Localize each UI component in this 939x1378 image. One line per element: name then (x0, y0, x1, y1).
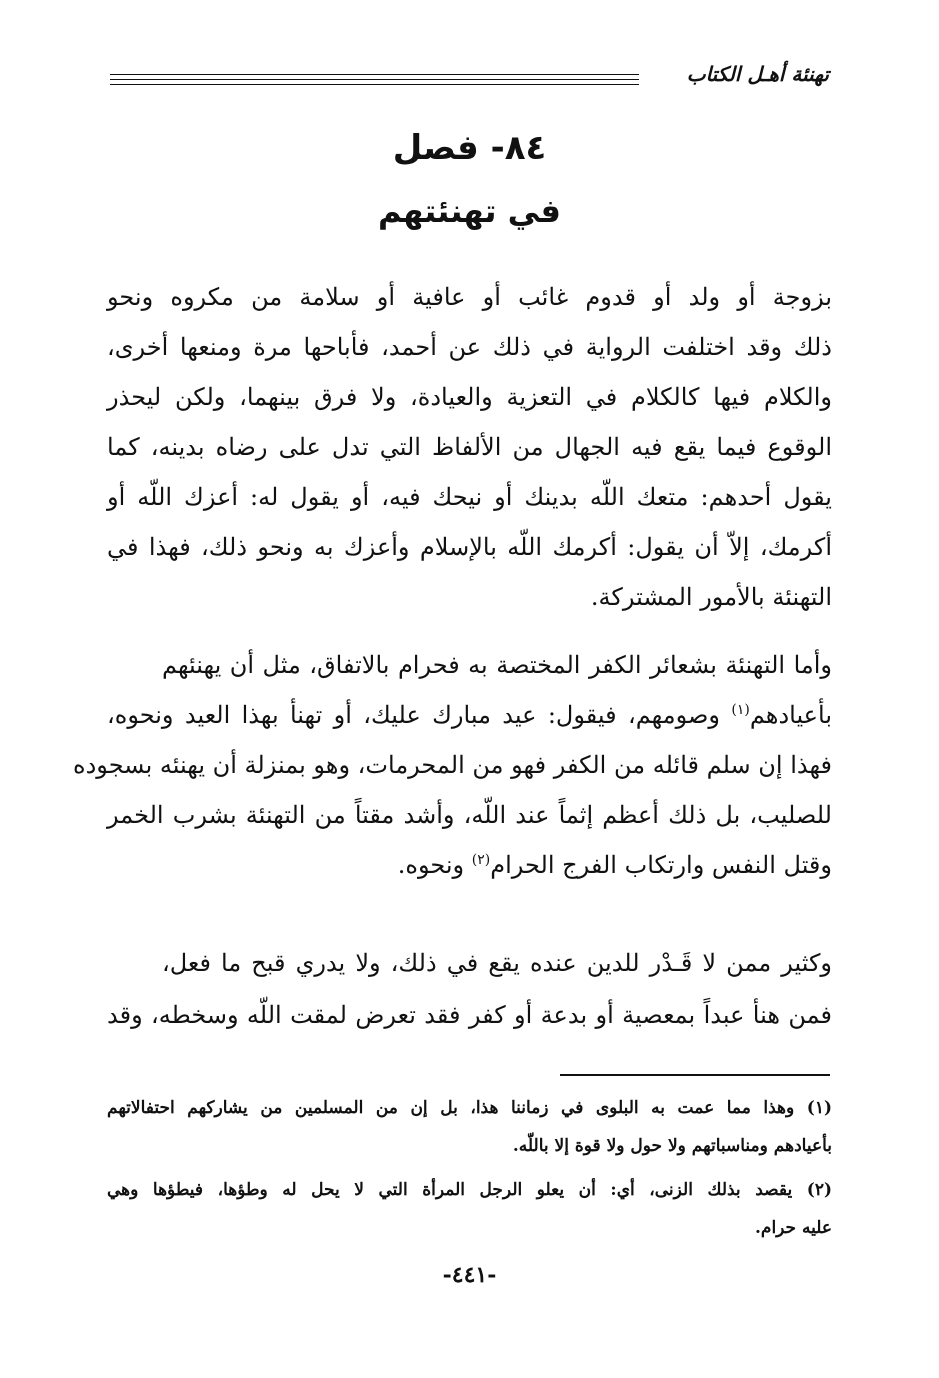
text-run: بأعيادهم (749, 701, 832, 729)
text-run: ونحوه. (397, 851, 472, 879)
text-run: وقتل النفس وارتكاب الفرج الحرام (490, 851, 832, 879)
text-line: للصليب، بل ذلك أعظم إثماً عند اللّه، وأشد مقتاً من التهنئة بشرب الخمر (107, 801, 832, 829)
text-line: يقول أحدهم: متعك اللّه بدينك أو نيحك فيه، أو يقول له: أعزك اللّه أو (107, 483, 832, 511)
text-line: الوقوع فيما يقع فيه الجهال من الألفاظ التي تدل على رضاه بدينه، كما (107, 433, 832, 461)
text-line: فمن هنأ عبداً بمعصية أو بدعة أو كفر فقد تعرض لمقت اللّه وسخطه، وقد (107, 1001, 832, 1029)
footnote-line: بأعيادهم ومناسباتهم ولا حول ولا قوة إلا باللّه. (512, 1136, 832, 1156)
text-line: التهنئة بالأمور المشتركة. (590, 583, 832, 611)
text-line: أكرمك، إلاّ أن يقول: أكرمك اللّه بالإسلام وأعزك به ونحو ذلك، فهذا في (107, 533, 832, 561)
header-rule (110, 79, 639, 80)
text-line: وكثير ممن لا قَـدْر للدين عنده يقع في ذلك، ولا يدري قبح ما فعل، (162, 949, 833, 977)
footnote-rule (560, 1074, 830, 1076)
page-number: -٤٤١- (442, 1262, 497, 1288)
footnote-line: (١) وهذا مما عمت به البلوى في زماننا هذا، بل إن من المسلمين من يشاركهم احتفالاتهم (107, 1098, 832, 1118)
running-title: تهنئة أهـل الكتاب (686, 62, 829, 86)
chapter-subtitle: في تهنئتهم (377, 192, 561, 230)
text-run: وصومهم، فيقول: عيد مبارك عليك، أو تهنأ بهذا العيد ونحوه، (107, 701, 732, 729)
text-line: بزوجة أو ولد أو قدوم غائب أو عافية أو سلامة من مكروه ونحو (107, 283, 832, 311)
running-header (110, 60, 829, 96)
text-line (107, 840, 832, 890)
header-rule (110, 84, 639, 85)
chapter-title: ٨٤- فصل (392, 128, 547, 168)
footnote-line: (٢) يقصد بذلك الزنى، أي: أن يعلو الرجل المرأة التي لا يحل له وطؤها، فيطؤها وهي (107, 1180, 832, 1200)
text-line: فهذا إن سلم قائله من الكفر فهو من المحرمات، وهو بمنزلة أن يهنئه بسجوده (73, 751, 832, 779)
text-line (107, 690, 832, 740)
footnote-line: عليه حرام. (755, 1218, 832, 1238)
text-line: ذلك وقد اختلفت الرواية في ذلك عن أحمد، فأباحها مرة ومنعها أخرى، (107, 333, 832, 361)
footnote-marker: (٢) (471, 852, 491, 868)
header-rule (110, 74, 639, 75)
text-line: وأما التهنئة بشعائر الكفر المختصة به فحرام بالاتفاق، مثل أن يهنئهم (162, 651, 832, 679)
text-line: والكلام فيها كالكلام في التعزية والعيادة، ولا فرق بينهما، ولكن ليحذر (107, 383, 832, 411)
footnote-marker: (١) (731, 702, 750, 718)
